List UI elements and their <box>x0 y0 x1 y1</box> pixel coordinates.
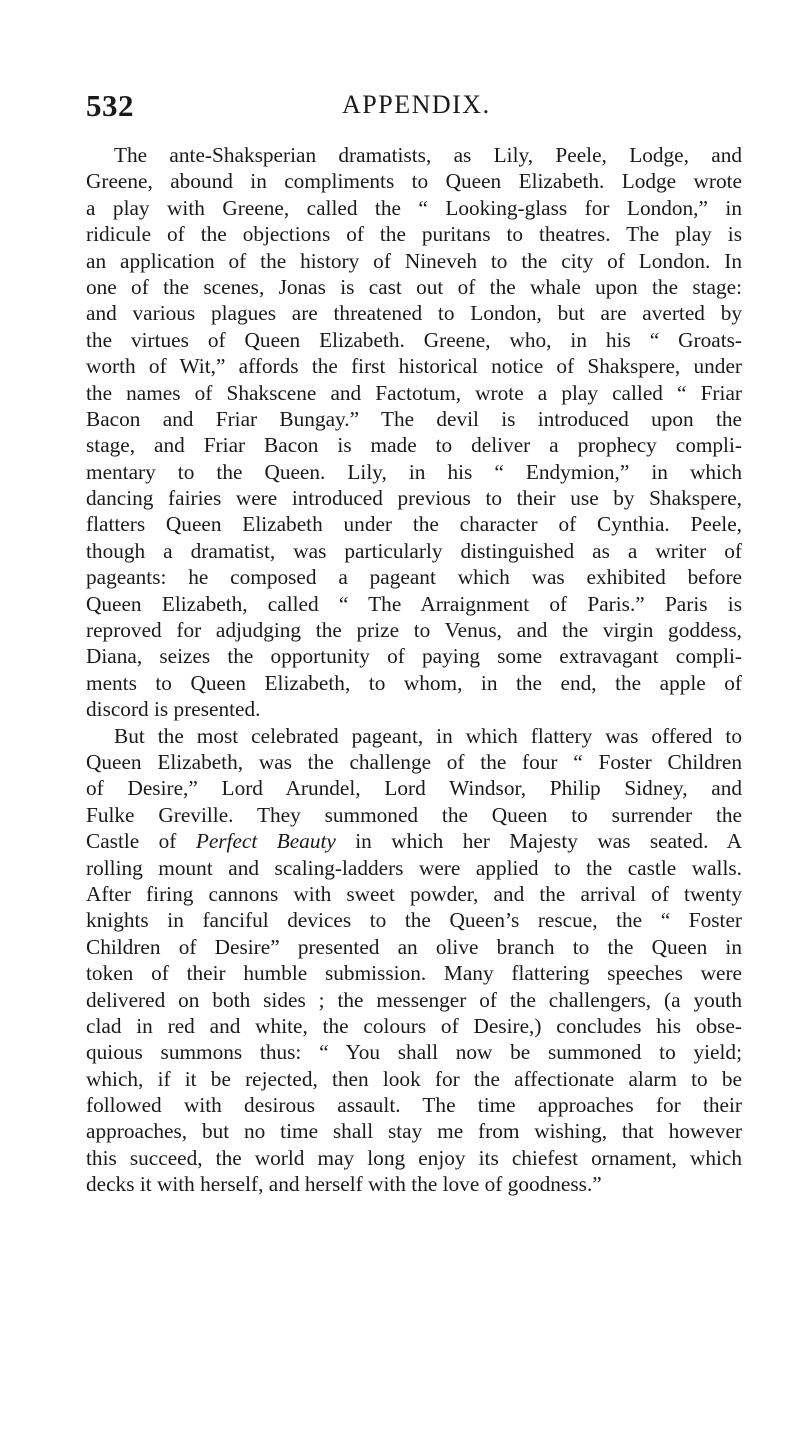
text-line: Fulke Greville. They summoned the Queen to surrender the <box>86 802 742 827</box>
text-line: the names of Shakscene and Factotum, wrote a play called “ Friar <box>86 380 742 405</box>
text-line: discord is presented. <box>86 697 261 722</box>
text-line: and various plagues are threatened to London, but are averted by <box>86 301 742 326</box>
text-line: an application of the history of Nineveh to the city of London. In <box>86 248 742 273</box>
text-line-with-italic <box>86 828 742 854</box>
text-line: The ante-Shaksperian dramatists, as Lily, Peele, Lodge, and <box>114 143 742 167</box>
text-line: Children of Desire” presented an olive branch to the Queen in <box>86 934 742 959</box>
paragraph-2 <box>86 723 742 1198</box>
text-line: flatters Queen Elizabeth under the character of Cynthia. Peele, <box>86 512 742 537</box>
text-line: the virtues of Queen Elizabeth. Greene, who, in his “ Groats- <box>86 327 742 352</box>
italic-title: Perfect Beauty <box>195 829 336 854</box>
text-line: Bacon and Friar Bungay.” The devil is introduced upon the <box>86 406 742 431</box>
text-line: dancing fairies were introduced previous to their use by Shakspere, <box>86 486 742 511</box>
text-line: knights in fanciful devices to the Queen’s rescue, the “ Foster <box>86 908 742 933</box>
text-line: Greene, abound in compliments to Queen Elizabeth. Lodge wrote <box>86 169 742 194</box>
page-number: 532 <box>86 88 134 123</box>
text-line: Queen Elizabeth, was the challenge of the four “ Foster Children <box>86 749 742 774</box>
page-header <box>86 88 736 128</box>
text-line: token of their humble submission. Many flattering speeches were <box>86 961 742 986</box>
text-line: worth of Wit,” affords the first historical notice of Shakspere, under <box>86 354 742 379</box>
body-text <box>86 142 742 1198</box>
text-line: mentary to the Queen. Lily, in his “ Endymion,” in which <box>86 459 742 484</box>
text-line: followed with desirous assault. The time approaches for their <box>86 1093 742 1118</box>
paragraph-1 <box>86 142 742 723</box>
text-line: decks it with herself, and herself with the love of goodness.” <box>86 1172 602 1197</box>
text-line: clad in red and white, the colours of Desire,) concludes his obse- <box>86 1013 742 1038</box>
text-segment: Castle of <box>86 829 177 854</box>
text-line: ments to Queen Elizabeth, to whom, in the end, the apple of <box>86 670 742 695</box>
running-head: APPENDIX. <box>342 90 491 119</box>
text-line: though a dramatist, was particularly distinguished as a writer of <box>86 538 742 563</box>
text-line: rolling mount and scaling-ladders were applied to the castle walls. <box>86 855 742 880</box>
text-line: delivered on both sides ; the messenger of the challengers, (a youth <box>86 987 742 1012</box>
text-line: quious summons thus: “ You shall now be summoned to yield; <box>86 1040 742 1065</box>
text-line: which, if it be rejected, then look for the affectionate alarm to be <box>86 1066 742 1091</box>
text-line: a play with Greene, called the “ Looking-glass for London,” in <box>86 195 742 220</box>
text-line: this succeed, the world may long enjoy its chiefest ornament, which <box>86 1145 742 1170</box>
text-line: pageants: he composed a pageant which was exhibited before <box>86 565 742 590</box>
text-segment: in which her Majesty was seated. A <box>355 829 743 854</box>
text-line: Diana, seizes the opportunity of paying some extravagant compli- <box>86 644 742 669</box>
text-line: stage, and Friar Bacon is made to deliver a prophecy compli- <box>86 433 742 458</box>
text-line: Queen Elizabeth, called “ The Arraignment of Paris.” Paris is <box>86 591 742 616</box>
text-line: one of the scenes, Jonas is cast out of the whale upon the stage: <box>86 274 742 299</box>
text-line: ridicule of the objections of the puritans to theatres. The play is <box>86 222 742 247</box>
text-line: After firing cannons with sweet powder, and the arrival of twenty <box>86 881 742 906</box>
text-line: reproved for adjudging the prize to Venus, and the virgin goddess, <box>86 618 742 643</box>
text-line: of Desire,” Lord Arundel, Lord Windsor, Philip Sidney, and <box>86 776 742 801</box>
text-line: approaches, but no time shall stay me from wishing, that however <box>86 1119 742 1144</box>
text-line: But the most celebrated pageant, in which flattery was offered to <box>114 723 742 748</box>
